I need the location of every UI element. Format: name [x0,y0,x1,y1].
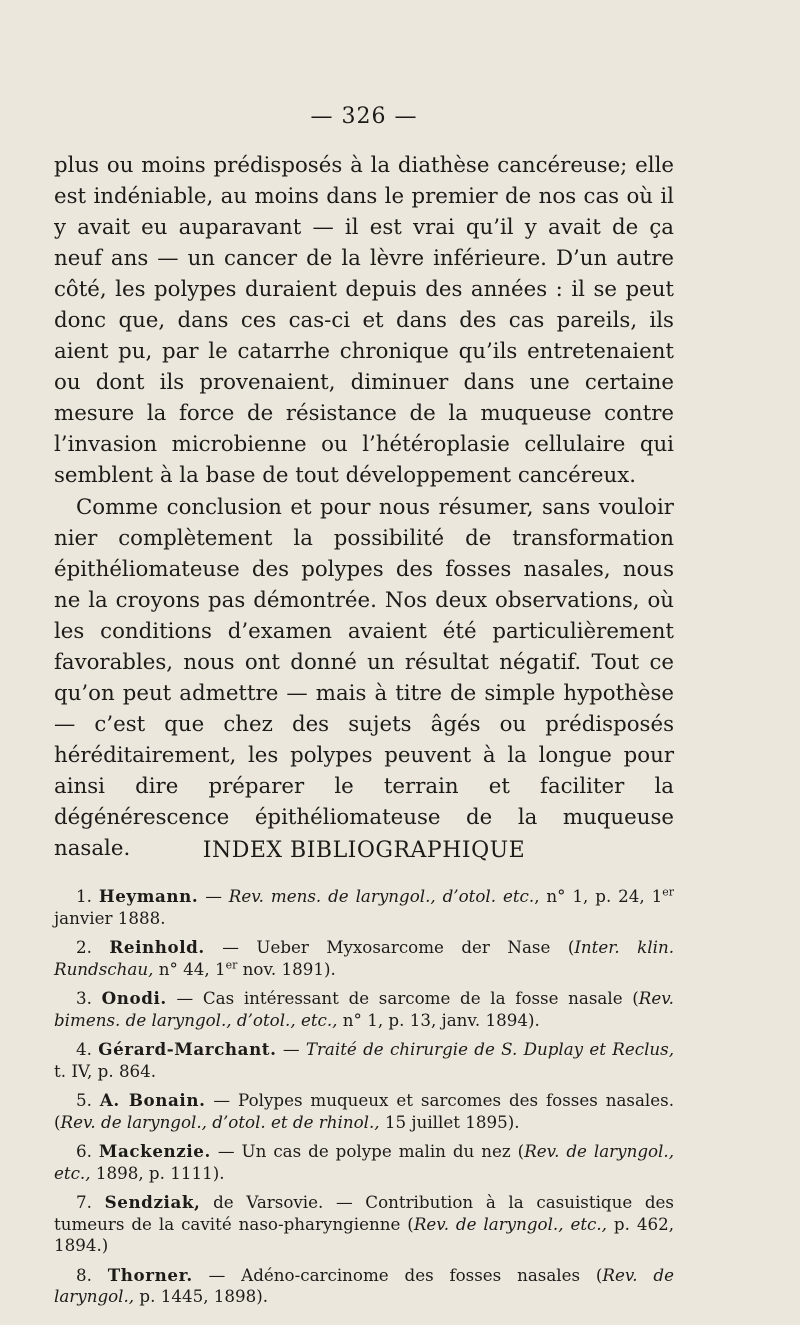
reference-author: Gérard-Marchant. [98,1039,277,1059]
reference-text: p. 1445, 1898). [134,1286,269,1306]
reference-text: — Un cas de polype malin du nez ( [210,1141,525,1161]
paragraph: Comme conclusion et pour nous résumer, sans vouloir nier complètement la possibilité de transformation épithéliomateuse des polypes des fosses nasales, nous ne la croyons pas démontrée. Nos deux observations, où les conditions d’examen avaient été particulièrement favorables, nous ont donné un résultat négatif. Tout ce qu’on peut admettre — mais à titre de simple hypothèse — c’est que chez des sujets âgés ou prédisposés héréditairement, les polypes peuvent à la longue pour ainsi dire préparer le terrain et faciliter la dégénérescence épithéliomateuse de la muqueuse nasale. [54,494,674,862]
reference-number: 8. [76,1264,92,1285]
reference-journal: Rev. bimens. de laryngol., d’otol., etc., [54,988,674,1030]
reference-item [54,1039,674,1082]
reference-journal: Traité de chirurgie de S. Duplay et Reclus, [305,1039,675,1059]
body-text [54,150,674,864]
reference-text: — Cas intéressant de sarcome de la fosse nasale ( [166,988,639,1008]
reference-number: 7. [76,1192,92,1212]
reference-number: 1. [76,886,92,906]
reference-journal: Inter. klin. Rundschau, [54,937,675,979]
paragraph: plus ou moins prédisposés à la diathèse cancéreuse; elle est indéniable, au moins dans le premier de nos cas où il y avait eu auparavant — il est vrai qu’il y avait de ça neuf ans — un cancer de la lèvre inférieure. D’un autre côté, les polypes duraient depuis des années : il se peut donc que, dans ces cas-ci et dans des cas pareils, ils aient pu, par le catarrhe chronique qu’ils entretenaient ou dont ils provenaient, diminuer dans une certaine mesure la force de résistance de la muqueuse contre l’invasion microbienne ou l’hétéroplasie cellulaire qui semblent à la base de tout développement cancéreux. [54,153,674,489]
reference-text: 1898, p. 1111). [90,1162,225,1183]
reference-author: A. Bonain. [99,1090,206,1110]
reference-author: Mackenzie. [98,1141,211,1161]
reference-journal: Rev. mens. de laryngol., d’otol. etc. [228,886,535,906]
reference-journal: Rev. de laryngol., etc., [54,1141,674,1183]
reference-text: — Polypes muqueux et sarcomes des fosses nasales. ( [54,1090,674,1132]
reference-list [54,886,674,1316]
reference-text: janvier 1888. [54,907,166,928]
reference-text: nov. 1891). [237,958,336,979]
reference-text: , n° 1, p. 24, 1 [534,886,663,906]
reference-number: 5. [76,1090,92,1110]
reference-number: 4. [76,1039,92,1059]
reference-item [54,1090,674,1133]
reference-author: Sendziak, [104,1192,201,1212]
reference-text: — [198,886,229,906]
reference-number: 6. [76,1141,92,1161]
reference-journal: Rev. de laryngol., d’otol. et de rhinol., [60,1111,380,1132]
reference-text: — Ueber Myxosarcome der Nase ( [204,937,575,957]
reference-item [54,937,674,980]
reference-item [54,1265,674,1308]
reference-text: — Adéno-carcinome des fosses nasales ( [192,1264,603,1285]
reference-item [54,988,674,1031]
reference-author: Heymann. [98,886,199,906]
reference-journal: Rev. de laryngol., [54,1264,674,1306]
page-number: — 326 — [310,104,418,129]
reference-journal: Rev. de laryngol., etc., [413,1213,607,1234]
reference-text: de Varsovie. — Contribution à la casuistique des tumeurs de la cavité naso-pharyngienne ( [54,1192,674,1234]
reference-item [54,886,674,929]
reference-item [54,1141,674,1184]
reference-superscript: er [662,885,675,899]
reference-item [54,1192,674,1257]
reference-superscript: er [225,957,238,971]
reference-text: — [276,1039,306,1059]
reference-number: 2. [76,937,92,957]
reference-text: p. 462, 1894.) [54,1213,674,1255]
reference-author: Reinhold. [109,937,205,957]
reference-author: Thorner. [107,1264,193,1285]
reference-author: Onodi. [101,988,167,1008]
reference-text: t. IV, p. 864. [54,1060,157,1081]
reference-text: 15 juillet 1895). [379,1111,520,1132]
index-title: INDEX BIBLIOGRAPHIQUE [202,838,526,863]
reference-number: 3. [76,988,92,1008]
reference-text: n° 1, p. 13, janv. 1894). [337,1009,540,1030]
reference-text: n° 44, 1 [153,958,226,979]
